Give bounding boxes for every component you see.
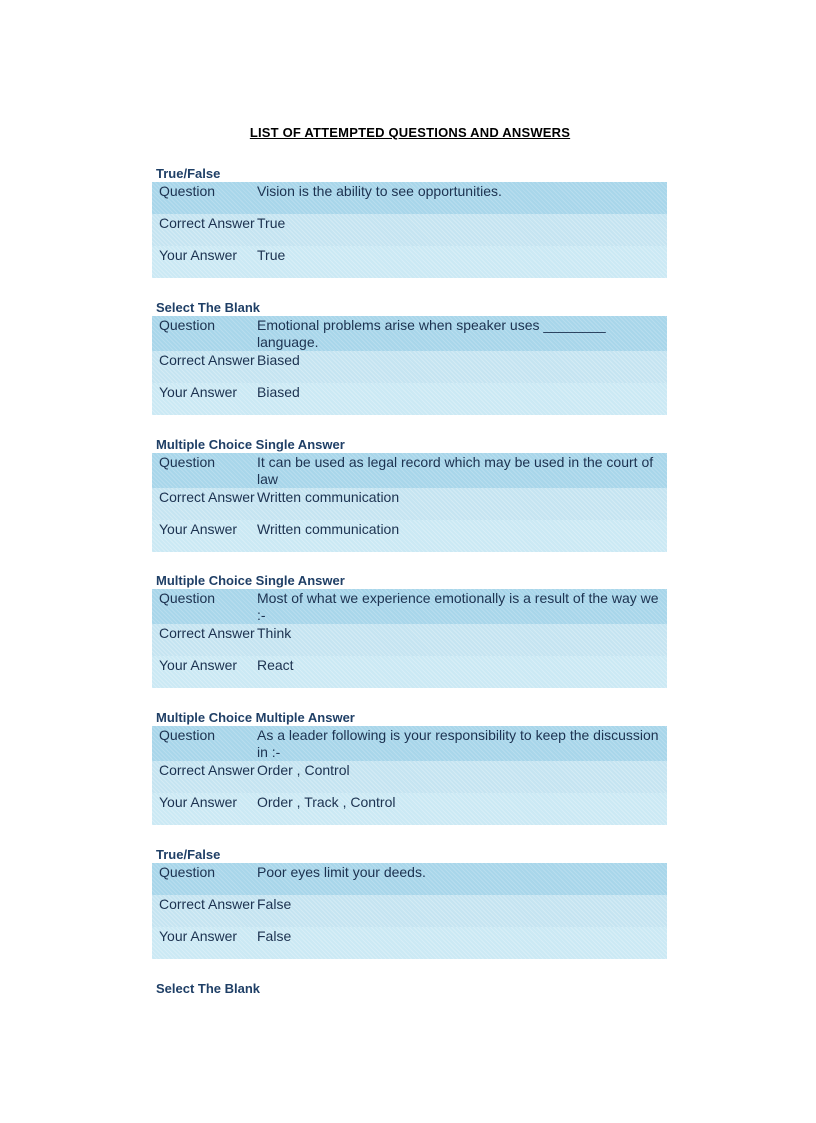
your-answer-label: Your Answer [159, 384, 238, 400]
correct-answer-row [152, 488, 667, 520]
question-row [152, 453, 667, 488]
correct-answer-row [152, 624, 667, 656]
correct-answer-row [152, 214, 667, 246]
question-block-2 [152, 300, 667, 415]
question-type-heading: True/False [156, 847, 221, 862]
correct-answer-value: Written communication [257, 489, 400, 505]
question-label: Question [159, 590, 216, 606]
your-answer-value: Order , Track , Control [257, 794, 396, 810]
question-type-heading: Multiple Choice Multiple Answer [156, 710, 355, 725]
your-answer-value: True [257, 247, 286, 263]
question-block-6 [152, 847, 667, 959]
correct-answer-value: Biased [257, 352, 300, 368]
question-block-3 [152, 437, 667, 552]
question-type-heading: True/False [156, 166, 221, 181]
correct-answer-value: Think [257, 625, 292, 641]
question-type-heading: Select The Blank [156, 300, 261, 315]
question-text: It can be used as legal record which may be used in the court of law [257, 454, 654, 487]
your-answer-row [152, 793, 667, 825]
your-answer-label: Your Answer [159, 928, 238, 944]
question-text: Most of what we experience emotionally is a result of the way we :- [257, 590, 659, 623]
your-answer-row [152, 383, 667, 415]
question-text: Vision is the ability to see opportunities. [257, 183, 502, 199]
correct-answer-row [152, 895, 667, 927]
your-answer-row [152, 520, 667, 552]
page-title [0, 125, 816, 140]
your-answer-label: Your Answer [159, 657, 238, 673]
your-answer-value: Biased [257, 384, 300, 400]
correct-answer-value: True [257, 215, 286, 231]
question-type-heading: Multiple Choice Single Answer [156, 573, 345, 588]
your-answer-label: Your Answer [159, 247, 238, 263]
correct-answer-label: Correct Answer [159, 762, 255, 778]
correct-answer-value: False [257, 896, 292, 912]
question-type-heading: Multiple Choice Single Answer [156, 437, 345, 452]
your-answer-value: Written communication [257, 521, 400, 537]
correct-answer-label: Correct Answer [159, 625, 255, 641]
question-row [152, 726, 667, 761]
question-row [152, 863, 667, 895]
correct-answer-row [152, 351, 667, 383]
question-row [152, 316, 667, 351]
correct-answer-label: Correct Answer [159, 215, 255, 231]
page-title-text: LIST OF ATTEMPTED QUESTIONS AND ANSWERS [249, 125, 571, 140]
your-answer-row [152, 927, 667, 959]
question-text: Poor eyes limit your deeds. [257, 864, 426, 880]
question-row [152, 182, 667, 214]
question-label: Question [159, 317, 216, 333]
correct-answer-label: Correct Answer [159, 896, 255, 912]
question-block-7 [152, 981, 667, 997]
correct-answer-row [152, 761, 667, 793]
correct-answer-label: Correct Answer [159, 352, 255, 368]
question-label: Question [159, 454, 216, 470]
question-text: As a leader following is your responsibility to keep the discussion in :- [257, 727, 659, 760]
your-answer-value: False [257, 928, 292, 944]
question-label: Question [159, 183, 216, 199]
question-text: Emotional problems arise when speaker uses ________ language. [257, 317, 606, 350]
question-label: Question [159, 727, 216, 743]
your-answer-label: Your Answer [159, 521, 238, 537]
your-answer-value: React [257, 657, 294, 673]
correct-answer-label: Correct Answer [159, 489, 255, 505]
question-row [152, 589, 667, 624]
your-answer-row [152, 246, 667, 278]
question-block-4 [152, 573, 667, 688]
question-block-1 [152, 166, 667, 278]
correct-answer-value: Order , Control [257, 762, 350, 778]
question-type-heading: Select The Blank [156, 981, 261, 996]
question-block-5 [152, 710, 667, 825]
question-label: Question [159, 864, 216, 880]
your-answer-label: Your Answer [159, 794, 238, 810]
your-answer-row [152, 656, 667, 688]
